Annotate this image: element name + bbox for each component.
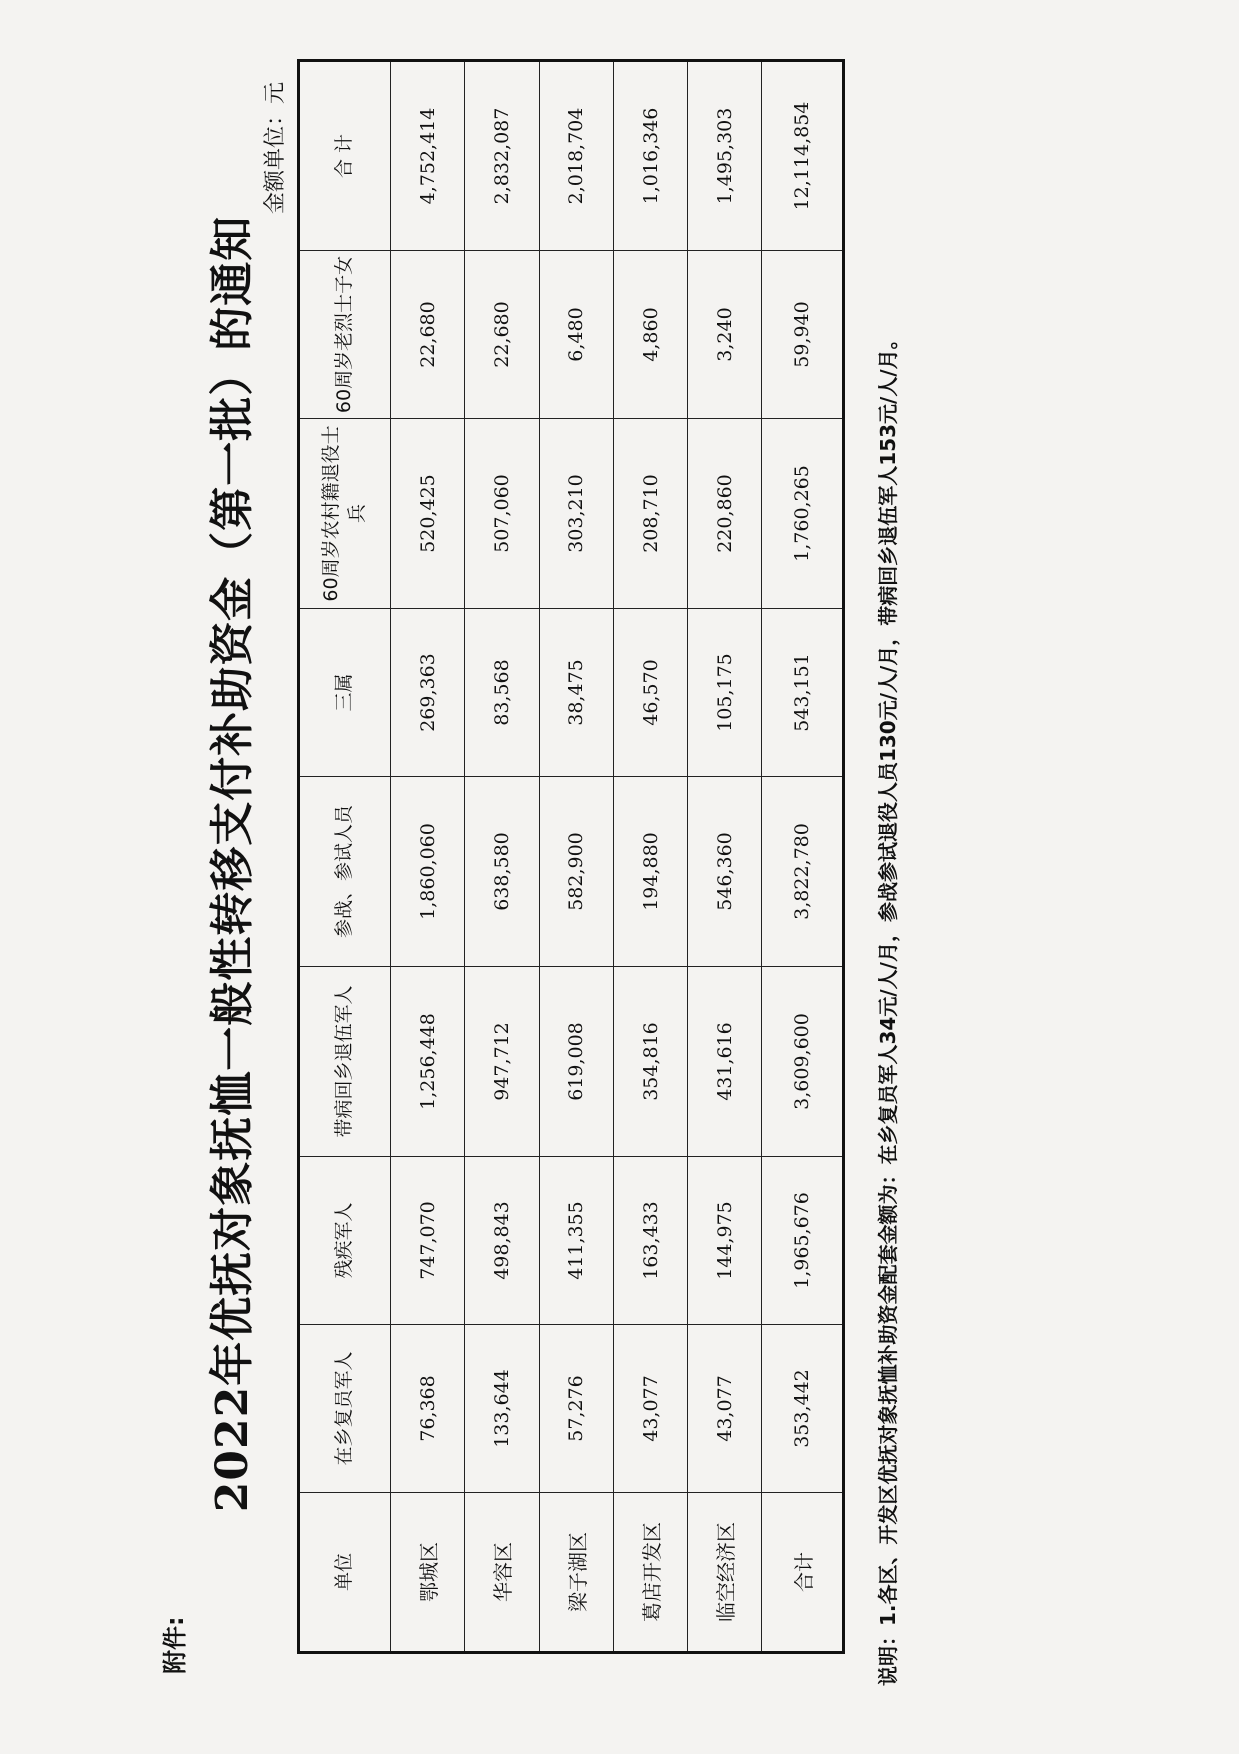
table-cell: 303,210 xyxy=(539,419,613,609)
table-cell: 354,816 xyxy=(613,967,687,1157)
table-cell: 133,644 xyxy=(465,1325,539,1493)
table-cell: 2,832,087 xyxy=(465,61,539,251)
table-cell: 220,860 xyxy=(688,419,762,609)
table-cell: 411,355 xyxy=(539,1157,613,1325)
table-cell: 498,843 xyxy=(465,1157,539,1325)
subsidy-table xyxy=(297,59,845,1654)
table-cell: 43,077 xyxy=(613,1325,687,1493)
table-cell: 1,860,060 xyxy=(391,777,465,967)
table-cell: 105,175 xyxy=(688,609,762,777)
table-cell: 431,616 xyxy=(688,967,762,1157)
table-cell: 57,276 xyxy=(539,1325,613,1493)
table-cell: 1,760,265 xyxy=(762,419,844,609)
table-cell: 46,570 xyxy=(613,609,687,777)
attachment-label: 附件: xyxy=(161,1616,189,1674)
table-cell: 4,752,414 xyxy=(391,61,465,251)
header-cell: 60周岁农村籍退役士兵 xyxy=(299,419,391,609)
header-cell: 单位 xyxy=(299,1493,391,1653)
table-cell: 12,114,854 xyxy=(762,61,844,251)
table-cell: 546,360 xyxy=(688,777,762,967)
table-cell: 3,609,600 xyxy=(762,967,844,1157)
table-cell: 1,965,676 xyxy=(762,1157,844,1325)
table-cell: 83,568 xyxy=(465,609,539,777)
table-cell: 144,975 xyxy=(688,1157,762,1325)
total-label-cell: 合计 xyxy=(762,1493,844,1653)
table-row xyxy=(539,61,613,1653)
table-row xyxy=(613,61,687,1653)
table-row xyxy=(465,61,539,1653)
table-cell: 638,580 xyxy=(465,777,539,967)
table-cell: 22,680 xyxy=(391,251,465,419)
header-cell: 参战、参试人员 xyxy=(299,777,391,967)
table-cell: 38,475 xyxy=(539,609,613,777)
header-cell: 在乡复员军人 xyxy=(299,1325,391,1493)
table-cell: 947,712 xyxy=(465,967,539,1157)
table-cell: 1,256,448 xyxy=(391,967,465,1157)
unit-name-cell: 葛店开发区 xyxy=(613,1493,687,1653)
table-cell: 1,016,346 xyxy=(613,61,687,251)
document-title: 2022年优抚对象抚恤一般性转移支付补助资金（第一批）的通知 xyxy=(207,215,258,1513)
table-cell: 3,822,780 xyxy=(762,777,844,967)
header-cell: 残疾军人 xyxy=(299,1157,391,1325)
table-row xyxy=(688,61,762,1653)
header-cell: 合 计 xyxy=(299,61,391,251)
unit-name-cell: 临空经济区 xyxy=(688,1493,762,1653)
amount-unit-label: 金额单位：元 xyxy=(263,81,288,214)
unit-name-cell: 梁子湖区 xyxy=(539,1493,613,1653)
table-cell: 194,880 xyxy=(613,777,687,967)
header-cell: 三属 xyxy=(299,609,391,777)
table-cell: 76,368 xyxy=(391,1325,465,1493)
table-cell: 59,940 xyxy=(762,251,844,419)
unit-name-cell: 华容区 xyxy=(465,1493,539,1653)
table-cell: 208,710 xyxy=(613,419,687,609)
table-cell: 747,070 xyxy=(391,1157,465,1325)
unit-name-cell: 鄂城区 xyxy=(391,1493,465,1653)
table-cell: 520,425 xyxy=(391,419,465,609)
table-cell: 163,433 xyxy=(613,1157,687,1325)
table-cell: 43,077 xyxy=(688,1325,762,1493)
table-cell: 3,240 xyxy=(688,251,762,419)
table-cell: 353,442 xyxy=(762,1325,844,1493)
footnote: 说明：1.各区、开发区优抚对象抚恤补助资金配套金额为：在乡复员军人34元/人/月，参战参试退役人员130元/人/月，带病回乡退伍军人153元/人/月。 xyxy=(876,329,900,1686)
table-row xyxy=(391,61,465,1653)
header-cell: 60周岁老烈士子女 xyxy=(299,251,391,419)
table-cell: 2,018,704 xyxy=(539,61,613,251)
table-cell: 4,860 xyxy=(613,251,687,419)
table-cell: 22,680 xyxy=(465,251,539,419)
table-cell: 619,008 xyxy=(539,967,613,1157)
table-cell: 6,480 xyxy=(539,251,613,419)
table-cell: 543,151 xyxy=(762,609,844,777)
table-cell: 269,363 xyxy=(391,609,465,777)
table-total-row xyxy=(762,61,844,1653)
table-cell: 582,900 xyxy=(539,777,613,967)
header-cell: 带病回乡退伍军人 xyxy=(299,967,391,1157)
table-header-row xyxy=(299,61,391,1653)
table-cell: 507,060 xyxy=(465,419,539,609)
table-cell: 1,495,303 xyxy=(688,61,762,251)
